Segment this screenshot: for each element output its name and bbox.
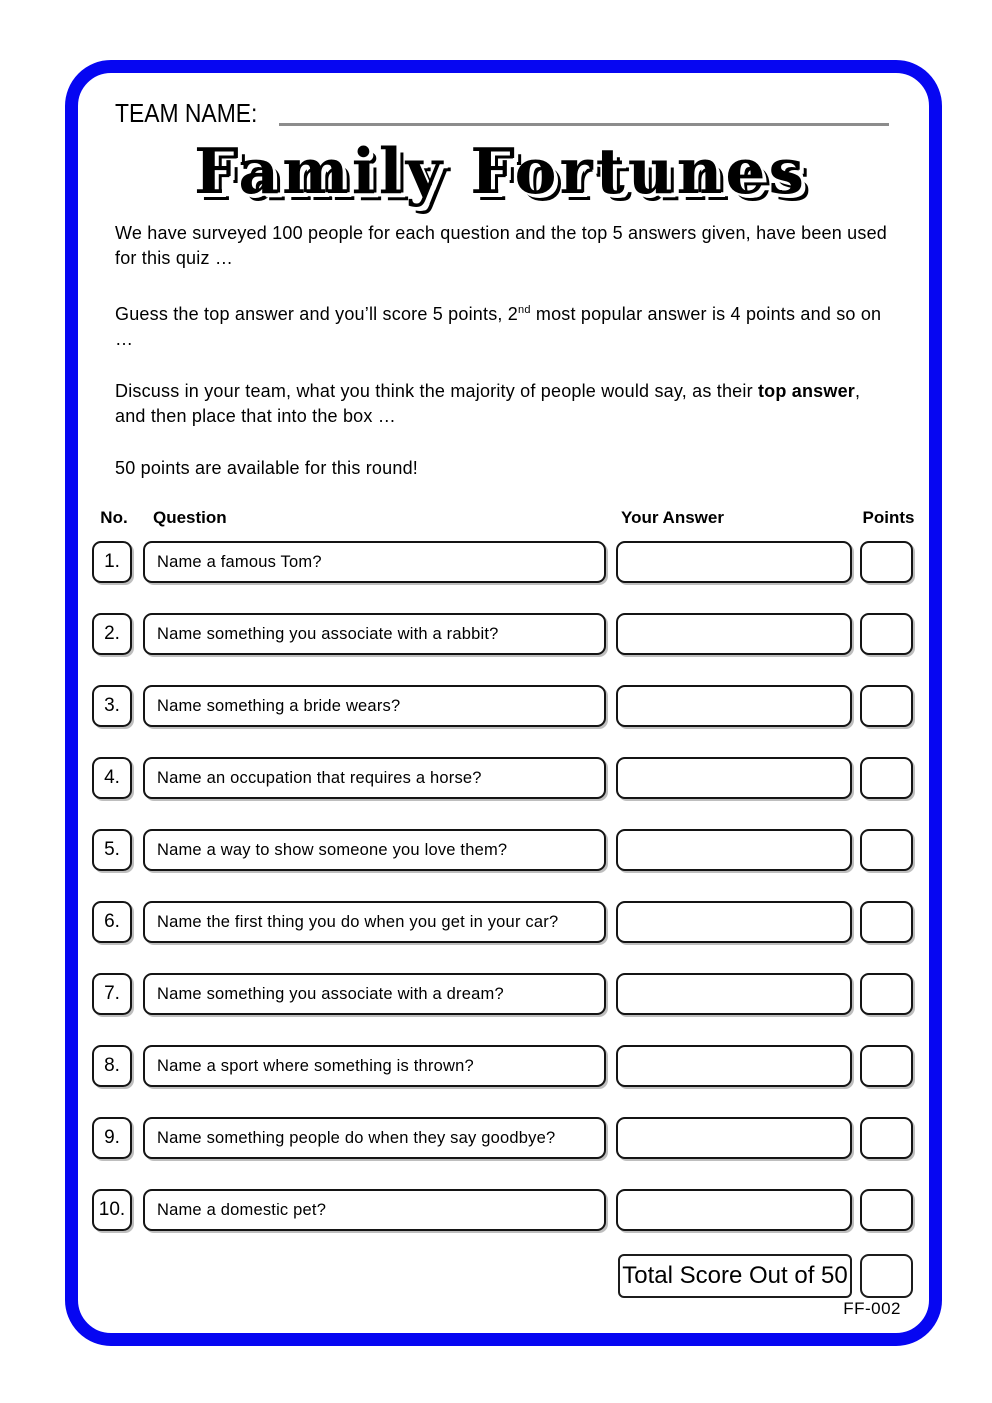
question-number: 1. (92, 541, 132, 583)
question-number: 6. (92, 901, 132, 943)
page-title: Family Fortunes (194, 134, 807, 208)
header-question: Question (153, 508, 227, 527)
team-name-label: TEAM NAME: (115, 98, 258, 128)
team-name-write-line[interactable] (279, 96, 889, 126)
discuss-text-end: , and then place that into the box … (115, 381, 861, 426)
answer-input-box[interactable] (616, 685, 852, 727)
question-number: 5. (92, 829, 132, 871)
question-number: 2. (92, 613, 132, 655)
question-number: 9. (92, 1117, 132, 1159)
total-score-label-box: Total Score Out of 50 (618, 1254, 852, 1298)
question-number: 4. (92, 757, 132, 799)
question-number: 8. (92, 1045, 132, 1087)
question-text-box: Name something you associate with a rabbit? (143, 613, 606, 655)
question-text-box: Name a sport where something is thrown? (143, 1045, 606, 1087)
total-score-input-box[interactable] (860, 1254, 913, 1298)
sheet-code: FF-002 (843, 1299, 901, 1318)
question-number: 7. (92, 973, 132, 1015)
question-text-box: Name the first thing you do when you get in your car? (143, 901, 606, 943)
top-answer-emphasis: top answer (757, 381, 855, 401)
total-score-row (92, 1254, 913, 1298)
question-text-box: Name something you associate with a dream? (143, 973, 606, 1015)
question-text-box: Name a famous Tom? (143, 541, 606, 583)
points-input-box[interactable] (860, 613, 913, 655)
table-row (92, 685, 929, 727)
points-input-box[interactable] (860, 541, 913, 583)
points-input-box[interactable] (860, 1117, 913, 1159)
question-text-box: Name something people do when they say goodbye? (143, 1117, 606, 1159)
header-points: Points (862, 508, 915, 527)
question-text-box: Name a domestic pet? (143, 1189, 606, 1231)
discuss-paragraph (115, 379, 887, 429)
answer-input-box[interactable] (616, 973, 852, 1015)
points-input-box[interactable] (860, 1045, 913, 1087)
question-number: 3. (92, 685, 132, 727)
page-frame (65, 60, 942, 1346)
answer-input-box[interactable] (616, 901, 852, 943)
table-row (92, 973, 929, 1015)
ordinal-superscript: nd (518, 304, 531, 316)
table-row (92, 1117, 929, 1159)
table-row (92, 1189, 929, 1231)
question-text-box: Name an occupation that requires a horse? (143, 757, 606, 799)
answer-input-box[interactable] (616, 757, 852, 799)
question-text-box: Name a way to show someone you love them? (143, 829, 606, 871)
header-no: No. (100, 508, 128, 527)
points-input-box[interactable] (860, 829, 913, 871)
points-input-box[interactable] (860, 685, 913, 727)
table-row (92, 1045, 929, 1087)
answer-input-box[interactable] (616, 829, 852, 871)
table-row (92, 829, 929, 871)
team-name-row (115, 89, 889, 129)
discuss-text-start: Discuss in your team, what you think the majority of people would say, as their (115, 381, 758, 401)
points-available-line: 50 points are available for this round! (115, 458, 418, 478)
answer-input-box[interactable] (616, 541, 852, 583)
scoring-text-end: most popular answer is 4 points and so on … (115, 304, 882, 349)
table-row (92, 613, 929, 655)
question-number: 10. (92, 1189, 132, 1231)
points-input-box[interactable] (860, 1189, 913, 1231)
scoring-paragraph (115, 298, 887, 352)
header-your-answer: Your Answer (621, 508, 724, 527)
intro-paragraph: We have surveyed 100 people for each question and the top 5 answers given, have been used for this quiz … (115, 223, 887, 268)
points-input-box[interactable] (860, 901, 913, 943)
question-text-box: Name something a bride wears? (143, 685, 606, 727)
answer-input-box[interactable] (616, 1189, 852, 1231)
table-header-row (92, 508, 929, 528)
question-table (92, 508, 929, 1231)
answer-input-box[interactable] (616, 1117, 852, 1159)
points-input-box[interactable] (860, 757, 913, 799)
table-row (92, 901, 929, 943)
scoring-text-start: Guess the top answer and you’ll score 5 points, 2 (115, 304, 519, 324)
answer-input-box[interactable] (616, 613, 852, 655)
points-input-box[interactable] (860, 973, 913, 1015)
table-row (92, 541, 929, 583)
table-row (92, 757, 929, 799)
answer-input-box[interactable] (616, 1045, 852, 1087)
